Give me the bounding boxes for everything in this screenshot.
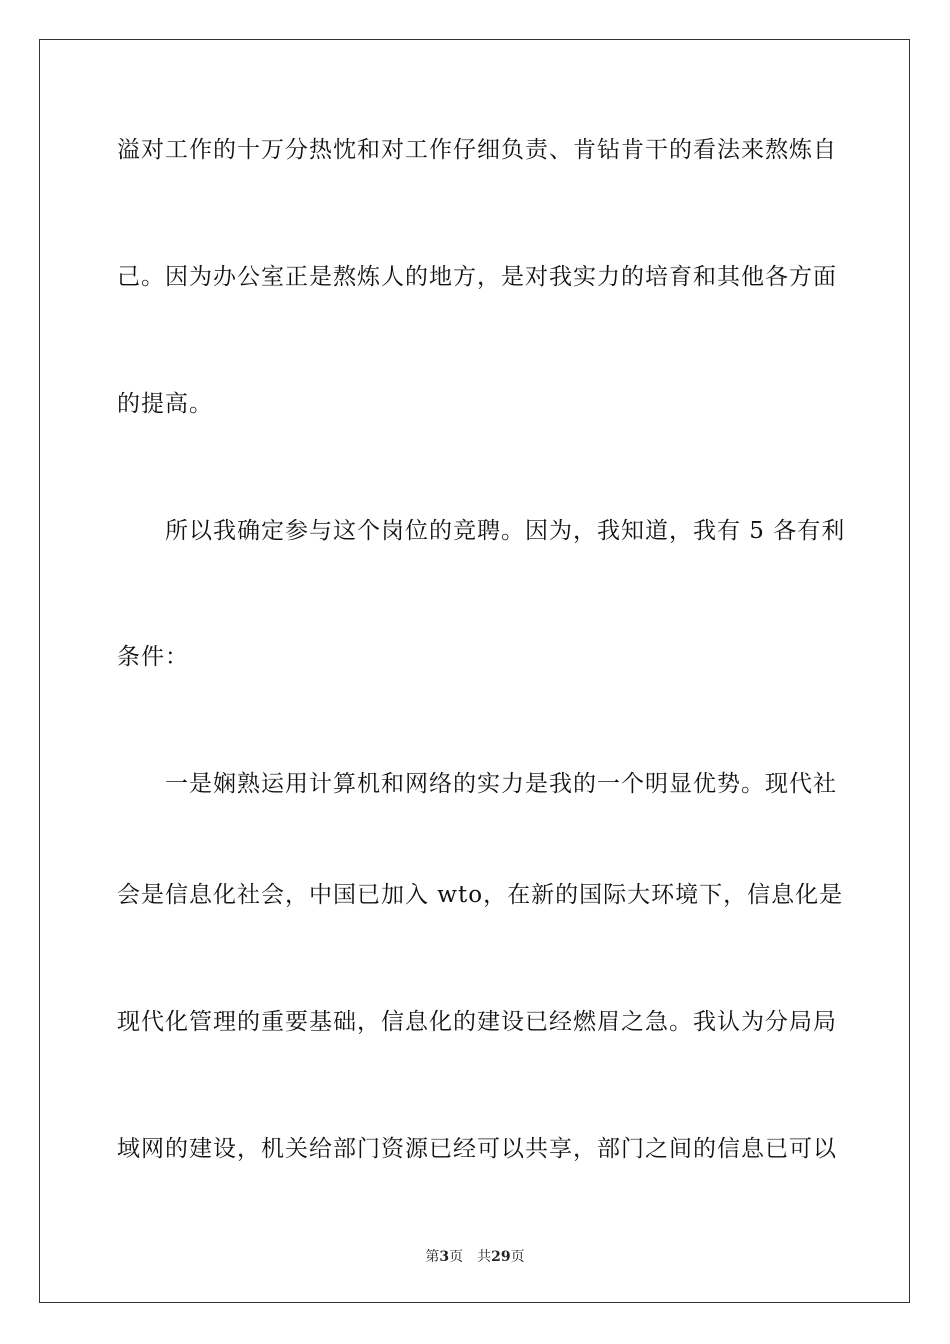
body-line-8: 现代化管理的重要基础，信息化的建设已经燃眉之急。我认为分局局 xyxy=(117,1009,837,1035)
body-line-7: 会是信息化社会，中国已加入 wto，在新的国际大环境下，信息化是 xyxy=(117,882,844,908)
body-line-5: 条件： xyxy=(117,644,189,670)
footer-total-suffix: 页 xyxy=(510,1249,525,1265)
footer-page-number: 3 xyxy=(439,1249,450,1265)
body-line-1: 溢对工作的十万分热忱和对工作仔细负责、肯钻肯干的看法来熬炼自 xyxy=(117,137,837,163)
page-footer xyxy=(0,1248,950,1266)
body-line-4: 所以我确定参与这个岗位的竞聘。因为，我知道，我有 5 各有利 xyxy=(165,518,846,544)
body-line-6: 一是娴熟运用计算机和网络的实力是我的一个明显优势。现代社 xyxy=(165,771,837,797)
body-line-9: 域网的建设，机关给部门资源已经可以共享，部门之间的信息已可以 xyxy=(117,1136,837,1162)
body-line-2: 己。因为办公室正是熬炼人的地方，是对我实力的培育和其他各方面 xyxy=(117,264,837,290)
footer-total-pages: 29 xyxy=(491,1249,511,1265)
footer-page-suffix: 页 xyxy=(449,1249,464,1265)
footer-page-prefix: 第 xyxy=(425,1249,440,1265)
footer-total-prefix: 共 xyxy=(477,1249,492,1265)
body-line-3: 的提高。 xyxy=(117,391,213,417)
